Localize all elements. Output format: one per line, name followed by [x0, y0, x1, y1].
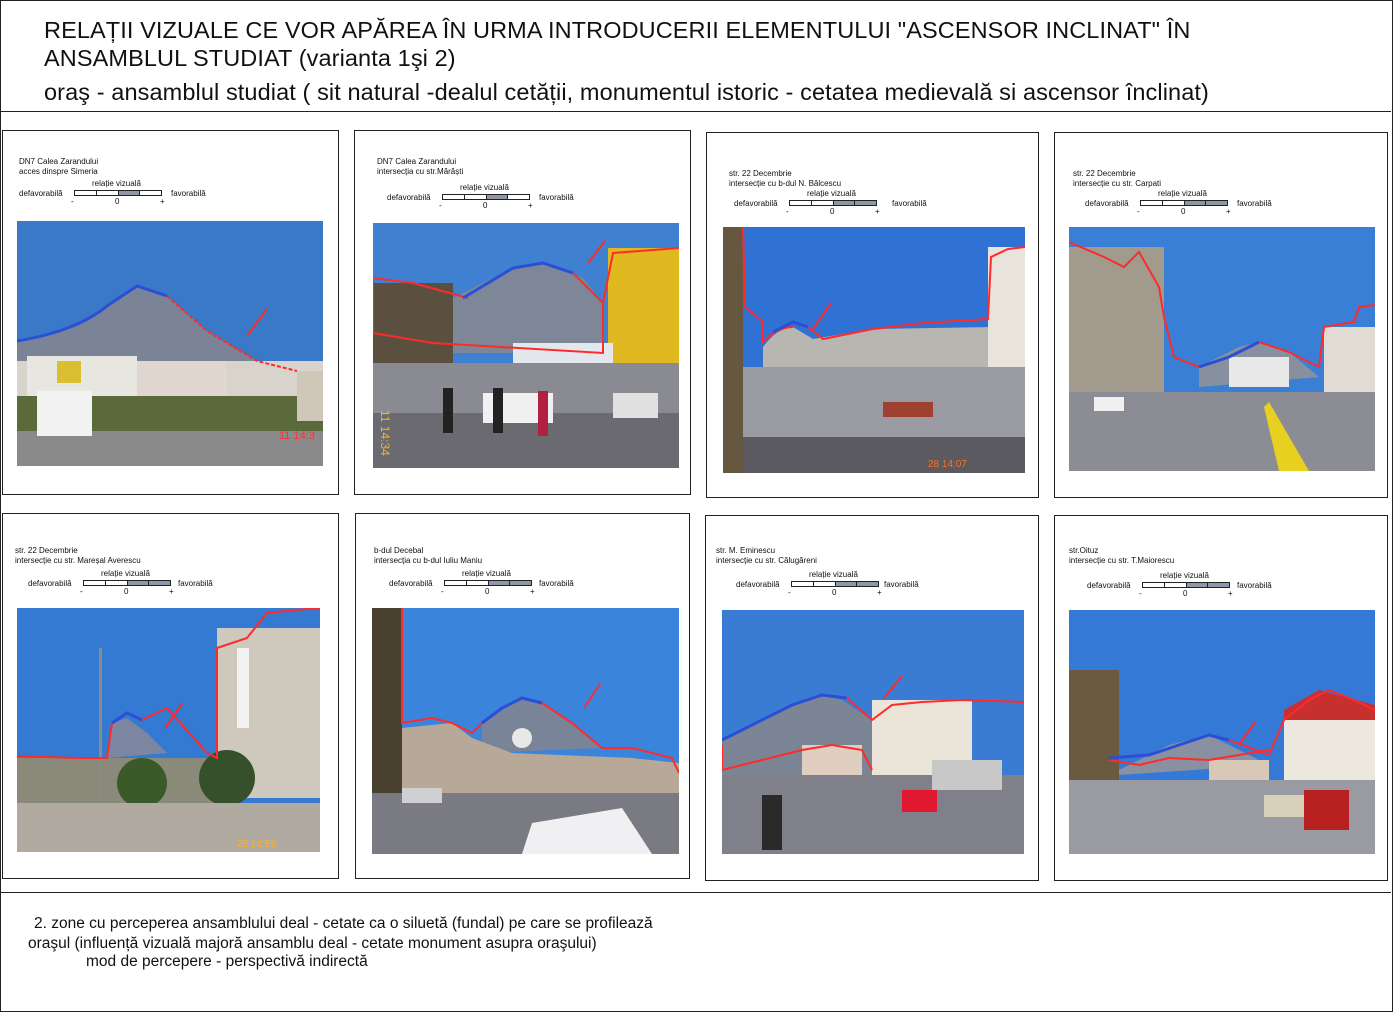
header: [0, 0, 1391, 112]
scale-plus: +: [1228, 589, 1233, 598]
panel-intersection: intersecție cu b-dul N. Bălcescu: [729, 179, 842, 188]
scale-right-label: favorabilă: [884, 580, 919, 589]
scale-left-label: defavorabilă: [19, 189, 63, 198]
scale-zero: 0: [124, 587, 129, 596]
panel-location: str.Oituz: [1069, 546, 1099, 555]
panel-location: str. 22 Decembrie: [15, 546, 78, 555]
photo-timestamp: 28 14:55: [237, 839, 276, 850]
scale-right-label: favorabilă: [1237, 581, 1272, 590]
photo: [373, 223, 679, 468]
panel-intersection: intersecția cu str.Mărăști: [377, 167, 464, 176]
scale-bar: [83, 580, 171, 586]
visual-relation-scale: [387, 183, 647, 209]
scale-caption: relație vizuală: [462, 569, 511, 578]
panel-4: [1054, 132, 1388, 498]
title-line-1: RELAȚII VIZUALE CE VOR APĂREA ÎN URMA INTRODUCERII ELEMENTULUI "ASCENSOR INCLINAT" ÎN: [44, 17, 1191, 43]
panel-3: [706, 132, 1039, 498]
photo-timestamp: 11 14:3: [279, 430, 315, 442]
panel-location: b-dul Decebal: [374, 546, 424, 555]
scale-left-label: defavorabilă: [387, 193, 431, 202]
scale-left-label: defavorabilă: [1085, 199, 1129, 208]
photo: [1069, 610, 1375, 854]
photo: [723, 227, 1025, 473]
panel-intersection: intersecția cu b-dul Iuliu Maniu: [374, 556, 483, 565]
visual-relation-scale: [1085, 189, 1345, 215]
scale-plus: +: [528, 201, 533, 210]
panel-intersection: intersecție cu str. Mareșal Averescu: [15, 556, 141, 565]
visual-relation-scale: [736, 570, 996, 596]
scale-bar: [789, 200, 877, 206]
panel-location: str. 22 Decembrie: [1073, 169, 1136, 178]
panel-2: [354, 130, 691, 495]
scale-zero: 0: [830, 207, 835, 216]
scale-bar: [74, 190, 162, 196]
scale-plus: +: [1226, 207, 1231, 216]
scale-zero: 0: [115, 197, 120, 206]
scale-left-label: defavorabilă: [1087, 581, 1131, 590]
scale-bar: [442, 194, 530, 200]
photo: [17, 221, 323, 466]
title-line-2: ANSAMBLUL STUDIAT (varianta 1şi 2): [44, 45, 456, 71]
scale-right-label: favorabilă: [171, 189, 206, 198]
photo-timestamp: 11 14:34: [378, 410, 392, 456]
scale-zero: 0: [1183, 589, 1188, 598]
title-line-3: oraş - ansamblul studiat ( sit natural -dealul cetății, monumentul istoric - cetatea medievală si ascensor înclinat): [44, 79, 1209, 105]
footer-line-2: oraşul (influență vizuală majoră ansamblu deal - cetate monument asupra oraşului): [28, 935, 597, 952]
scale-right-label: favorabilă: [178, 579, 213, 588]
panel-location: str. 22 Decembrie: [729, 169, 792, 178]
scale-left-label: defavorabilă: [736, 580, 780, 589]
scale-caption: relație vizuală: [101, 569, 150, 578]
panel-7: [705, 515, 1039, 881]
scale-plus: +: [877, 588, 882, 597]
scale-caption: relație vizuală: [460, 183, 509, 192]
scale-zero: 0: [483, 201, 488, 210]
panel-intersection: intersecție cu str. Carpati: [1073, 179, 1162, 188]
panel-intersection: intersecție cu str. T.Maiorescu: [1069, 556, 1175, 565]
panel-1: [2, 130, 339, 495]
scale-caption: relație vizuală: [92, 179, 141, 188]
scale-minus: -: [786, 207, 789, 216]
panel-location: DN7 Calea Zarandului: [19, 157, 99, 166]
scale-minus: -: [441, 587, 444, 596]
scale-zero: 0: [832, 588, 837, 597]
scale-right-label: favorabilă: [892, 199, 927, 208]
photo: [1069, 227, 1375, 471]
scale-right-label: favorabilă: [1237, 199, 1272, 208]
scale-minus: -: [788, 588, 791, 597]
footer: [0, 892, 1391, 1011]
scale-bar: [791, 581, 879, 587]
scale-minus: -: [1139, 589, 1142, 598]
visual-relation-scale: [28, 569, 288, 595]
scale-minus: -: [439, 201, 442, 210]
panel-location: DN7 Calea Zarandului: [377, 157, 457, 166]
scale-left-label: defavorabilă: [28, 579, 72, 588]
scale-minus: -: [71, 197, 74, 206]
scale-bar: [1140, 200, 1228, 206]
scale-plus: +: [530, 587, 535, 596]
panel-location: str. M. Eminescu: [716, 546, 776, 555]
scale-caption: relație vizuală: [809, 570, 858, 579]
visual-relation-scale: [19, 179, 279, 205]
panel-intersection: acces dinspre Simeria: [19, 167, 98, 176]
scale-caption: relație vizuală: [807, 189, 856, 198]
visual-relation-scale: [1087, 571, 1347, 597]
panel-6: [355, 513, 690, 879]
scale-bar: [444, 580, 532, 586]
scale-minus: -: [80, 587, 83, 596]
scale-left-label: defavorabilă: [734, 199, 778, 208]
visual-relation-scale: [734, 189, 994, 215]
photo-timestamp: 28 14:07: [928, 459, 967, 470]
panel-intersection: intersecție cu str. Călugăreni: [716, 556, 817, 565]
visual-relation-scale: [389, 569, 649, 595]
scale-plus: +: [875, 207, 880, 216]
scale-right-label: favorabilă: [539, 579, 574, 588]
scale-bar: [1142, 582, 1230, 588]
scale-minus: -: [1137, 207, 1140, 216]
panel-5: [2, 513, 339, 879]
scale-plus: +: [169, 587, 174, 596]
scale-caption: relație vizuală: [1160, 571, 1209, 580]
photo: [372, 608, 679, 854]
scale-plus: +: [160, 197, 165, 206]
scale-right-label: favorabilă: [539, 193, 574, 202]
scale-left-label: defavorabilă: [389, 579, 433, 588]
photo: [17, 608, 320, 852]
footer-line-1: 2. zone cu perceperea ansamblului deal - cetate ca o siluetă (fundal) pe care se profilează: [34, 915, 653, 932]
scale-zero: 0: [1181, 207, 1186, 216]
footer-line-3: mod de percepere - perspectivă indirectă: [86, 953, 368, 970]
scale-caption: relație vizuală: [1158, 189, 1207, 198]
scale-zero: 0: [485, 587, 490, 596]
photo: [722, 610, 1024, 854]
panel-8: [1054, 515, 1388, 881]
